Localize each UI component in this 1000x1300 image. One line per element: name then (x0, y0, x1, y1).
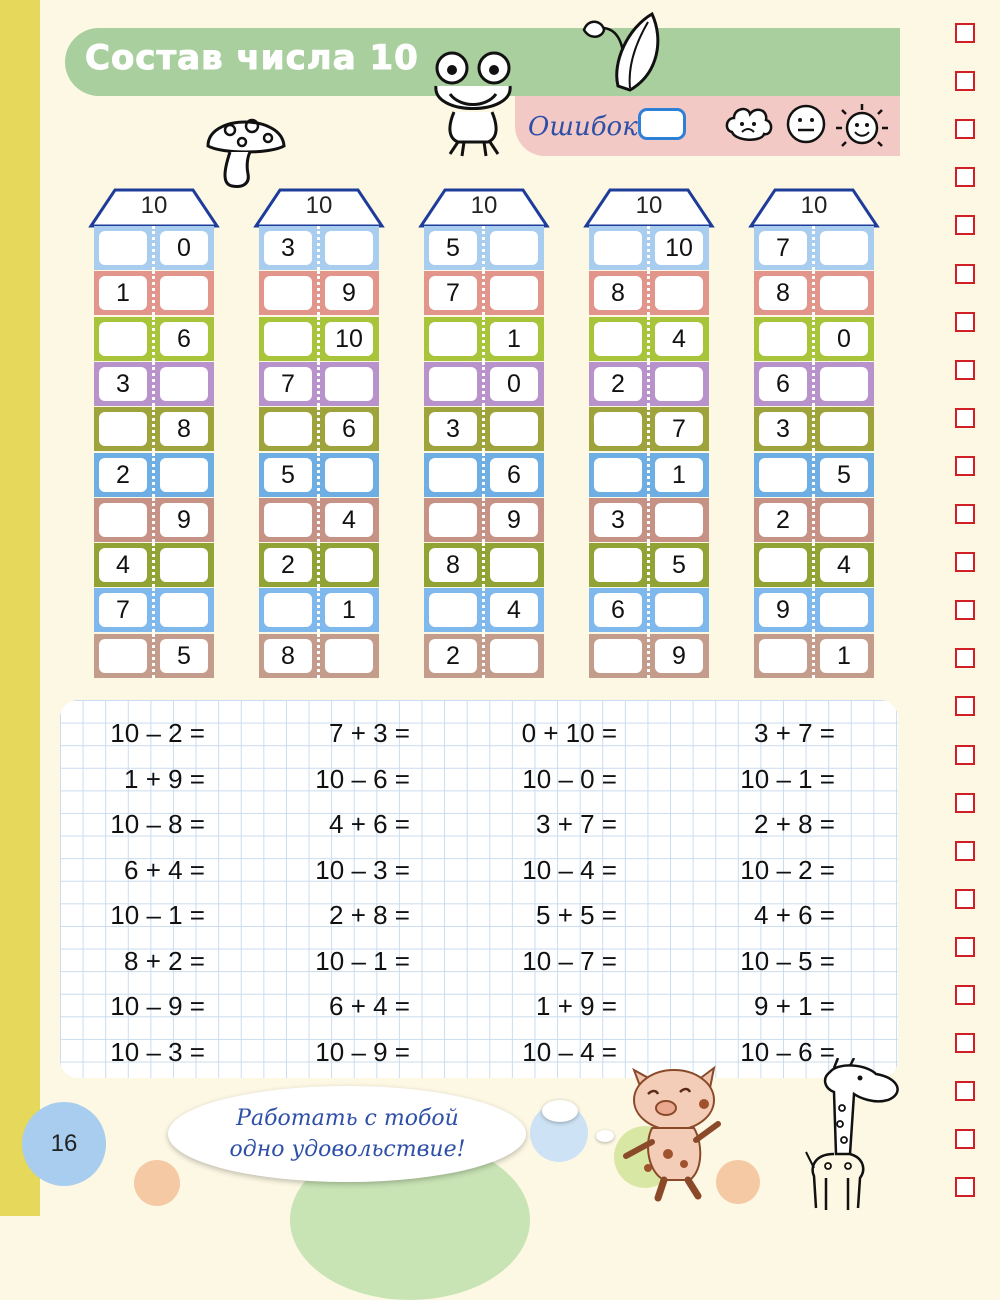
tower-cell-right: 1 (325, 593, 373, 627)
equation[interactable]: 10 – 8 = (110, 809, 205, 839)
progress-checkbox[interactable] (955, 841, 975, 861)
tower-row (424, 543, 544, 587)
small-bubble-1 (542, 1100, 578, 1122)
equation[interactable]: 2 + 8 = (754, 809, 835, 839)
errors-label: Ошибок (528, 112, 638, 142)
row-divider (317, 271, 320, 315)
row-divider (647, 362, 650, 406)
row-divider (317, 362, 320, 406)
progress-checkbox[interactable] (955, 1033, 975, 1053)
row-divider (152, 271, 155, 315)
giraffe-icon (804, 1058, 910, 1214)
tower-cell-right: 0 (820, 322, 868, 356)
row-divider (482, 634, 485, 678)
row-divider (647, 588, 650, 632)
tower-top-number: 10 (800, 192, 828, 219)
tower-row (589, 317, 709, 361)
row-divider (317, 317, 320, 361)
row-divider (152, 453, 155, 497)
progress-checkbox[interactable] (955, 600, 975, 620)
row-divider (152, 634, 155, 678)
tower-cell-right[interactable] (325, 458, 373, 492)
progress-checkbox[interactable] (955, 1081, 975, 1101)
tower-row (424, 226, 544, 270)
tower-cell-left: 2 (594, 367, 642, 401)
tower-cell-right[interactable] (160, 276, 208, 310)
equation[interactable]: 1 + 9 = (536, 991, 617, 1021)
tower-cell-right[interactable] (820, 231, 868, 265)
tower-row (424, 271, 544, 315)
tower-cell-right: 5 (820, 458, 868, 492)
tower-cell-right[interactable] (325, 548, 373, 582)
tower-row (259, 634, 379, 678)
tower-cell-right: 0 (490, 367, 538, 401)
tower-cell-left[interactable] (759, 639, 807, 673)
equation[interactable]: 10 – 3 = (315, 854, 410, 885)
tower-cell-left: 3 (429, 412, 477, 446)
tower-row (424, 588, 544, 632)
tower-row (754, 271, 874, 315)
tower-top-number: 10 (305, 192, 333, 219)
progress-checkbox[interactable] (955, 504, 975, 524)
tower-row (754, 588, 874, 632)
tower-row (94, 407, 214, 451)
pig-icon (618, 1064, 730, 1204)
tower-cell-right: 8 (160, 412, 208, 446)
tower-cell-left[interactable] (429, 322, 477, 356)
row-divider (317, 498, 320, 542)
row-divider (812, 588, 815, 632)
tower-cell-left: 3 (264, 231, 312, 265)
row-divider (152, 407, 155, 451)
tower-cell-left[interactable] (429, 458, 477, 492)
equation[interactable]: 10 – 1 = (315, 945, 410, 976)
tower-row (259, 543, 379, 587)
tower-cell-right[interactable] (490, 276, 538, 310)
equation[interactable]: 10 – 6 = (315, 763, 410, 794)
tower-cell-right: 9 (160, 503, 208, 537)
progress-checkbox[interactable] (955, 119, 975, 139)
tower-cell-right[interactable] (655, 593, 703, 627)
speech-bubble-line-2: одно удовольствие! (229, 1137, 466, 1162)
tower-row (754, 362, 874, 406)
row-divider (317, 453, 320, 497)
equation[interactable]: 10 – 2 = (110, 718, 205, 748)
row-divider (812, 271, 815, 315)
progress-checkbox[interactable] (955, 1177, 975, 1197)
equation[interactable]: 3 + 7 = (754, 718, 835, 748)
row-divider (647, 634, 650, 678)
cloud-face-icon[interactable] (722, 102, 774, 146)
equation[interactable]: 6 + 4 = (329, 991, 410, 1021)
row-divider (812, 226, 815, 270)
row-divider (647, 271, 650, 315)
frog-icon (428, 46, 518, 158)
tower-cell-left[interactable] (594, 231, 642, 265)
tower-cell-left[interactable] (264, 503, 312, 537)
tower-cell-left[interactable] (99, 231, 147, 265)
row-divider (152, 226, 155, 270)
tower-row (754, 498, 874, 542)
tower-row (94, 634, 214, 678)
tower-cell-left[interactable] (594, 639, 642, 673)
tower-row (424, 362, 544, 406)
tower-cell-left[interactable] (429, 367, 477, 401)
row-divider (647, 226, 650, 270)
tower-cell-right: 9 (490, 503, 538, 537)
row-divider (812, 634, 815, 678)
equation[interactable]: 10 – 1 = (740, 763, 835, 794)
tower-row (589, 271, 709, 315)
row-divider (482, 453, 485, 497)
tower-row (259, 453, 379, 497)
equation[interactable]: 10 – 0 = (522, 763, 617, 794)
tower-row (424, 317, 544, 361)
tower-cell-left: 1 (99, 276, 147, 310)
equation[interactable]: 0 + 10 = (521, 718, 617, 748)
tower-cell-right: 9 (655, 639, 703, 673)
tower-cell-left: 4 (99, 548, 147, 582)
tower-row (94, 271, 214, 315)
tower-cell-left[interactable] (759, 322, 807, 356)
progress-checkbox[interactable] (955, 985, 975, 1005)
progress-checkbox[interactable] (955, 264, 975, 284)
tower-cell-right[interactable] (655, 276, 703, 310)
tower-cell-left: 8 (594, 276, 642, 310)
tower-cell-left[interactable] (594, 548, 642, 582)
tower-row (754, 634, 874, 678)
row-divider (317, 588, 320, 632)
mushroom-icon (200, 104, 290, 190)
tower-top-number: 10 (470, 192, 498, 219)
tower-cell-left[interactable] (594, 322, 642, 356)
progress-checkbox[interactable] (955, 745, 975, 765)
tower-top-number: 10 (140, 192, 168, 219)
equation[interactable]: 2 + 8 = (329, 900, 410, 930)
tower-row (94, 498, 214, 542)
row-divider (812, 453, 815, 497)
progress-checkbox[interactable] (955, 889, 975, 909)
tower-cell-right[interactable] (655, 503, 703, 537)
tower-row (424, 634, 544, 678)
progress-checkbox[interactable] (955, 23, 975, 43)
tower-cell-left: 3 (594, 503, 642, 537)
tower-cell-right: 9 (325, 276, 373, 310)
row-divider (152, 543, 155, 587)
tower-row (754, 453, 874, 497)
tower-row (589, 498, 709, 542)
row-divider (647, 453, 650, 497)
tower-cell-left[interactable] (264, 593, 312, 627)
tower-cell-left[interactable] (99, 503, 147, 537)
tower-row (94, 453, 214, 497)
progress-checkbox[interactable] (955, 408, 975, 428)
tower-cell-right: 6 (325, 412, 373, 446)
tower-cell-left[interactable] (99, 639, 147, 673)
tower-cell-left: 8 (429, 548, 477, 582)
equation[interactable]: 6 + 4 = (124, 854, 205, 885)
tower-cell-right: 7 (655, 412, 703, 446)
row-divider (812, 407, 815, 451)
row-divider (317, 634, 320, 678)
tower-cell-right[interactable] (820, 593, 868, 627)
tower-cell-left: 8 (759, 276, 807, 310)
tower-cell-right: 5 (655, 548, 703, 582)
tower-row (94, 543, 214, 587)
tower-cell-left: 9 (759, 593, 807, 627)
row-divider (647, 317, 650, 361)
tower-row (754, 407, 874, 451)
equation[interactable]: 8 + 2 = (124, 945, 205, 976)
orange-dot-decoration (134, 1160, 180, 1206)
tower-cell-left: 8 (264, 639, 312, 673)
tower-cell-left[interactable] (99, 412, 147, 446)
equation[interactable]: 5 + 5 = (536, 900, 617, 930)
tower-cell-left: 2 (99, 458, 147, 492)
tower-row (94, 362, 214, 406)
row-divider (317, 226, 320, 270)
tower-cell-right: 4 (655, 322, 703, 356)
tower-cell-left[interactable] (429, 593, 477, 627)
row-divider (152, 588, 155, 632)
progress-checkbox[interactable] (955, 793, 975, 813)
tower-cell-right: 6 (160, 322, 208, 356)
tower-row (589, 588, 709, 632)
tower-cell-left[interactable] (429, 503, 477, 537)
progress-checkbox[interactable] (955, 696, 975, 716)
row-divider (317, 543, 320, 587)
tower-cell-right[interactable] (160, 548, 208, 582)
row-divider (482, 498, 485, 542)
speech-bubble-text (190, 1103, 505, 1165)
tower-cell-left: 2 (759, 503, 807, 537)
tower-cell-right: 4 (490, 593, 538, 627)
page-number: 16 (50, 1130, 78, 1157)
speech-bubble-line-1: Работать с тобой (236, 1106, 459, 1131)
tower-cell-right: 1 (820, 639, 868, 673)
tower-cell-left[interactable] (264, 322, 312, 356)
row-divider (812, 362, 815, 406)
tower-cell-left: 6 (759, 367, 807, 401)
tower-cell-right: 10 (655, 231, 703, 265)
progress-checkbox[interactable] (955, 360, 975, 380)
equation[interactable]: 1 + 9 = (124, 763, 205, 794)
tower-cell-right[interactable] (655, 367, 703, 401)
tower-cell-right: 10 (325, 322, 373, 356)
tower-cell-left: 7 (264, 367, 312, 401)
equation[interactable]: 10 – 4 = (522, 1036, 617, 1067)
tower-cell-right[interactable] (820, 503, 868, 537)
progress-checkbox[interactable] (955, 552, 975, 572)
tower-cell-right[interactable] (820, 412, 868, 446)
progress-checkbox[interactable] (955, 937, 975, 957)
tower-cell-left: 2 (429, 639, 477, 673)
tower-row (424, 453, 544, 497)
tower-row (754, 226, 874, 270)
tower-cell-right[interactable] (325, 231, 373, 265)
row-divider (812, 317, 815, 361)
tower-cell-left: 7 (99, 593, 147, 627)
tower-cell-right: 6 (490, 458, 538, 492)
tower-row (259, 226, 379, 270)
row-divider (482, 362, 485, 406)
equation[interactable]: 10 – 2 = (740, 854, 835, 885)
tower-row (589, 226, 709, 270)
tower-row (589, 634, 709, 678)
progress-checkbox[interactable] (955, 71, 975, 91)
equation[interactable]: 9 + 1 = (754, 991, 835, 1021)
tower-cell-right: 0 (160, 231, 208, 265)
page-title: Состав числа 10 (85, 38, 419, 78)
tower-cell-left: 7 (429, 276, 477, 310)
tower-cell-left: 2 (264, 548, 312, 582)
row-divider (812, 543, 815, 587)
row-divider (812, 498, 815, 542)
equation[interactable]: 4 + 6 = (754, 900, 835, 930)
row-divider (482, 226, 485, 270)
equation[interactable]: 10 – 1 = (110, 900, 205, 930)
progress-checkbox[interactable] (955, 312, 975, 332)
sun-face-icon[interactable] (834, 102, 890, 152)
tower-cell-left[interactable] (594, 458, 642, 492)
tower-cell-left: 6 (594, 593, 642, 627)
row-divider (482, 317, 485, 361)
tower-cell-right[interactable] (160, 593, 208, 627)
tower-cell-left[interactable] (759, 458, 807, 492)
tower-row (94, 317, 214, 361)
tower-cell-right[interactable] (490, 639, 538, 673)
tower-cell-left: 5 (264, 458, 312, 492)
equation[interactable]: 10 – 9 = (110, 991, 205, 1021)
small-bubble-2 (596, 1130, 614, 1142)
tower-cell-right: 1 (655, 458, 703, 492)
tower-cell-left[interactable] (264, 412, 312, 446)
tower-row (589, 407, 709, 451)
row-divider (152, 317, 155, 361)
tower-cell-right[interactable] (820, 276, 868, 310)
tower-cell-right[interactable] (490, 231, 538, 265)
tower-row (259, 407, 379, 451)
tower-cell-right[interactable] (325, 639, 373, 673)
tower-cell-left[interactable] (264, 276, 312, 310)
progress-checkbox[interactable] (955, 648, 975, 668)
tower-row (94, 226, 214, 270)
equation[interactable]: 4 + 6 = (329, 809, 410, 839)
tower-row (589, 543, 709, 587)
tower-cell-right[interactable] (160, 367, 208, 401)
row-divider (482, 271, 485, 315)
tower-row (424, 498, 544, 542)
tower-cell-left: 3 (99, 367, 147, 401)
tower-row (259, 498, 379, 542)
row-divider (647, 543, 650, 587)
equation[interactable]: 10 – 6 = (740, 1036, 835, 1067)
tower-row (589, 453, 709, 497)
row-divider (647, 407, 650, 451)
tower-cell-right: 4 (325, 503, 373, 537)
row-divider (317, 407, 320, 451)
equation[interactable]: 10 – 7 = (522, 945, 617, 976)
tower-cell-right: 5 (160, 639, 208, 673)
equation[interactable]: 10 – 3 = (110, 1036, 205, 1067)
tower-cell-left[interactable] (99, 322, 147, 356)
tower-row (259, 271, 379, 315)
neutral-face-icon[interactable] (784, 102, 828, 146)
tower-cell-right[interactable] (490, 548, 538, 582)
tower-row (754, 317, 874, 361)
tower-cell-right[interactable] (325, 367, 373, 401)
equation[interactable]: 10 – 4 = (522, 854, 617, 885)
tower-row (259, 317, 379, 361)
tower-cell-left: 5 (429, 231, 477, 265)
tower-row (754, 543, 874, 587)
tower-row (589, 362, 709, 406)
row-divider (152, 362, 155, 406)
progress-checkbox[interactable] (955, 167, 975, 187)
row-divider (152, 498, 155, 542)
left-margin-strip (0, 0, 40, 1216)
row-divider (482, 407, 485, 451)
tower-cell-right[interactable] (490, 412, 538, 446)
progress-checkbox[interactable] (955, 1129, 975, 1149)
tower-row (259, 588, 379, 632)
errors-count-box[interactable] (638, 108, 686, 140)
tower-cell-left[interactable] (594, 412, 642, 446)
tower-cell-right[interactable] (160, 458, 208, 492)
tower-cell-right[interactable] (820, 367, 868, 401)
progress-checkbox[interactable] (955, 215, 975, 235)
equation[interactable]: 10 – 5 = (740, 945, 835, 976)
row-divider (647, 498, 650, 542)
tower-cell-left: 3 (759, 412, 807, 446)
tower-row (259, 362, 379, 406)
progress-checkbox[interactable] (955, 456, 975, 476)
equation[interactable]: 10 – 9 = (315, 1036, 410, 1067)
equation[interactable]: 7 + 3 = (329, 718, 410, 748)
row-divider (482, 543, 485, 587)
flower-bud-icon (574, 10, 670, 96)
equation[interactable]: 3 + 7 = (536, 809, 617, 839)
tower-cell-right: 1 (490, 322, 538, 356)
tower-cell-left[interactable] (759, 548, 807, 582)
tower-top-number: 10 (635, 192, 663, 219)
tower-row (94, 588, 214, 632)
tower-row (424, 407, 544, 451)
tower-cell-right: 4 (820, 548, 868, 582)
row-divider (482, 588, 485, 632)
tower-cell-left: 7 (759, 231, 807, 265)
